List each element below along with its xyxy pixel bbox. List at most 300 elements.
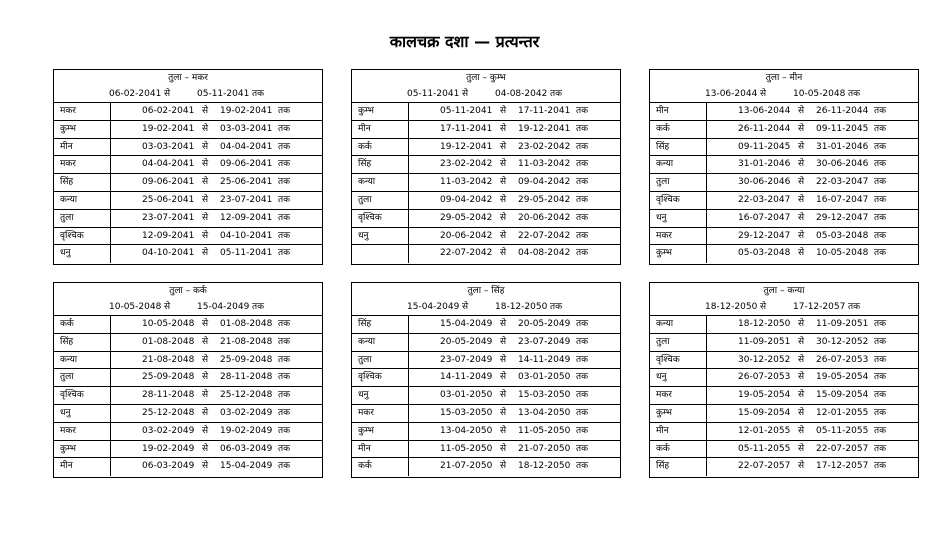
table-row <box>54 458 322 476</box>
from-date-cell: 11-03-2042 <box>440 177 493 188</box>
sign-cell: कन्या <box>656 159 674 170</box>
table-row <box>54 441 322 459</box>
sign-cell: वृश्चिक <box>656 194 680 205</box>
from-date-cell: 16-07-2047 <box>738 212 791 223</box>
dasha-table <box>53 69 323 265</box>
table-title: तुला – कुम्भ <box>466 73 506 83</box>
table-row <box>54 369 322 387</box>
sign-cell: मकर <box>656 390 672 401</box>
table-row <box>352 245 620 263</box>
se-label: से <box>500 141 507 152</box>
sign-cell: मकर <box>60 106 76 116</box>
from-date-cell: 18-12-2050 <box>738 319 791 329</box>
from-date-cell: 23-02-2042 <box>440 159 493 170</box>
table-row <box>54 228 322 246</box>
tak-label: तक <box>576 336 589 347</box>
se-label: से <box>798 319 805 329</box>
table-row <box>352 334 620 352</box>
sign-cell: धनु <box>358 390 369 401</box>
from-date-cell: 20-06-2042 <box>440 230 493 241</box>
sign-cell: कुम्भ <box>60 123 76 134</box>
from-date-cell: 30-12-2052 <box>738 354 791 365</box>
se-label: से <box>500 390 507 401</box>
table-title: तुला – कन्या <box>763 286 805 296</box>
tak-label: तक <box>278 336 291 347</box>
tak-label: तक <box>278 390 291 401</box>
table-row <box>54 156 322 174</box>
se-label: से <box>202 390 209 401</box>
sign-cell: सिंह <box>60 177 74 188</box>
se-label: से <box>798 212 805 223</box>
to-date-cell: 17-12-2057 <box>816 461 869 472</box>
from-date-cell: 04-04-2041 <box>142 159 195 170</box>
tak-label: तक <box>278 194 291 205</box>
tak-label: तक <box>576 461 589 472</box>
sign-cell: मकर <box>656 230 672 241</box>
from-date-cell: 23-07-2049 <box>440 354 493 365</box>
tak-label: तक <box>576 123 589 134</box>
table-date-range <box>650 86 918 102</box>
table-row <box>650 103 918 121</box>
tak-label: तक <box>278 159 291 170</box>
se-label: से <box>202 141 209 152</box>
table-row <box>352 192 620 210</box>
table-date-range <box>650 299 918 315</box>
range-tak: तक <box>550 89 563 99</box>
to-date-cell: 23-02-2042 <box>518 141 571 152</box>
from-date-cell: 09-06-2041 <box>142 177 195 188</box>
to-date-cell: 22-07-2057 <box>816 443 869 454</box>
tak-label: तक <box>576 425 589 436</box>
to-date-cell: 04-10-2041 <box>220 230 273 241</box>
dasha-table <box>649 69 919 265</box>
to-date-cell: 15-03-2050 <box>518 390 571 401</box>
from-date-cell: 05-11-2055 <box>738 443 791 454</box>
table-row <box>650 458 918 476</box>
from-date-cell: 15-04-2049 <box>440 319 493 329</box>
tak-label: तक <box>874 354 887 365</box>
to-date-cell: 12-09-2041 <box>220 212 273 223</box>
tak-label: तक <box>874 177 887 188</box>
range-tak: तक <box>848 89 861 99</box>
table-row <box>54 245 322 263</box>
sign-cell: वृश्चिक <box>60 230 84 241</box>
from-date-cell: 19-02-2049 <box>142 443 195 454</box>
tak-label: तक <box>278 248 291 259</box>
sign-cell: तुला <box>60 212 74 223</box>
tak-label: तक <box>874 194 887 205</box>
se-label: से <box>500 106 507 116</box>
to-date-cell: 30-12-2052 <box>816 336 869 347</box>
se-label: से <box>798 248 805 259</box>
table-row <box>650 245 918 263</box>
table-row <box>54 103 322 121</box>
table-body <box>352 103 620 263</box>
range-tak: तक <box>252 302 265 312</box>
sign-cell: सिंह <box>656 461 670 472</box>
range-se: से <box>462 302 469 312</box>
sign-cell: कन्या <box>60 354 78 365</box>
se-label: से <box>798 390 805 401</box>
table-row <box>54 192 322 210</box>
from-date-cell: 26-07-2053 <box>738 372 791 383</box>
se-label: से <box>798 372 805 383</box>
to-date-cell: 25-09-2048 <box>220 354 273 365</box>
table-row <box>650 121 918 139</box>
from-date-cell: 05-03-2048 <box>738 248 791 259</box>
tak-label: तक <box>576 248 589 259</box>
se-label: से <box>500 443 507 454</box>
table-row <box>352 103 620 121</box>
se-label: से <box>798 354 805 365</box>
from-date-cell: 09-04-2042 <box>440 194 493 205</box>
to-date-cell: 15-04-2049 <box>220 461 273 472</box>
to-date-cell: 25-06-2041 <box>220 177 273 188</box>
tak-label: तक <box>278 372 291 383</box>
tak-label: तक <box>576 194 589 205</box>
sign-cell: कन्या <box>656 319 674 329</box>
from-date-cell: 11-09-2051 <box>738 336 791 347</box>
to-date-cell: 29-05-2042 <box>518 194 571 205</box>
tak-label: तक <box>874 106 887 116</box>
se-label: से <box>500 319 507 329</box>
dasha-table <box>351 282 621 478</box>
to-date-cell: 30-06-2046 <box>816 159 869 170</box>
to-date-cell: 09-11-2045 <box>816 123 869 134</box>
from-date-cell: 12-09-2041 <box>142 230 195 241</box>
table-date-range <box>54 299 322 315</box>
tak-label: तक <box>874 212 887 223</box>
range-tak: तक <box>252 89 265 99</box>
tak-label: तक <box>278 425 291 436</box>
to-date-cell: 20-05-2049 <box>518 319 571 329</box>
sign-cell: तुला <box>358 354 372 365</box>
table-row <box>650 192 918 210</box>
sign-cell: मकर <box>60 425 76 436</box>
to-date-cell: 23-07-2041 <box>220 194 273 205</box>
to-date-cell: 01-08-2048 <box>220 319 273 329</box>
range-from: 18-12-2050 <box>705 302 758 312</box>
to-date-cell: 22-03-2047 <box>816 177 869 188</box>
from-date-cell: 29-12-2047 <box>738 230 791 241</box>
table-row <box>650 387 918 405</box>
tak-label: तक <box>576 443 589 454</box>
tak-label: तक <box>576 141 589 152</box>
se-label: से <box>202 106 209 116</box>
se-label: से <box>500 372 507 383</box>
tak-label: तक <box>874 336 887 347</box>
tak-label: तक <box>278 461 291 472</box>
from-date-cell: 25-06-2041 <box>142 194 195 205</box>
from-date-cell: 25-09-2048 <box>142 372 195 383</box>
se-label: से <box>798 123 805 134</box>
to-date-cell: 11-09-2051 <box>816 319 869 329</box>
to-date-cell: 20-06-2042 <box>518 212 571 223</box>
table-row <box>54 334 322 352</box>
table-row <box>650 156 918 174</box>
tak-label: तक <box>576 354 589 365</box>
to-date-cell: 11-03-2042 <box>518 159 571 170</box>
table-row <box>352 316 620 334</box>
from-date-cell: 05-11-2041 <box>440 106 493 116</box>
table-row <box>650 352 918 370</box>
se-label: से <box>798 407 805 418</box>
from-date-cell: 22-03-2047 <box>738 194 791 205</box>
from-date-cell: 29-05-2042 <box>440 212 493 223</box>
table-body <box>54 103 322 263</box>
se-label: से <box>500 177 507 188</box>
sign-cell: धनु <box>60 407 71 418</box>
se-label: से <box>500 194 507 205</box>
sign-cell: कुम्भ <box>656 248 672 259</box>
table-header <box>54 70 322 103</box>
sign-cell: कन्या <box>60 194 78 205</box>
from-date-cell: 25-12-2048 <box>142 407 195 418</box>
tak-label: तक <box>576 159 589 170</box>
to-date-cell: 21-07-2050 <box>518 443 571 454</box>
from-date-cell: 10-05-2048 <box>142 319 195 329</box>
se-label: से <box>798 230 805 241</box>
to-date-cell: 17-11-2041 <box>518 106 571 116</box>
table-row <box>54 210 322 228</box>
sign-cell: मीन <box>358 443 371 454</box>
to-date-cell: 12-01-2055 <box>816 407 869 418</box>
table-row <box>54 174 322 192</box>
tak-label: तक <box>278 230 291 241</box>
range-to: 05-11-2041 <box>197 89 250 99</box>
from-date-cell: 13-04-2050 <box>440 425 493 436</box>
table-row <box>54 352 322 370</box>
table-row <box>352 458 620 476</box>
se-label: से <box>202 319 209 329</box>
table-row <box>352 441 620 459</box>
to-date-cell: 05-11-2041 <box>220 248 273 259</box>
table-row <box>352 387 620 405</box>
se-label: से <box>202 461 209 472</box>
to-date-cell: 26-11-2044 <box>816 106 869 116</box>
tak-label: तक <box>278 177 291 188</box>
range-to: 10-05-2048 <box>793 89 846 99</box>
se-label: से <box>500 461 507 472</box>
sign-cell: सिंह <box>358 319 372 329</box>
se-label: से <box>202 212 209 223</box>
sign-cell: धनु <box>60 248 71 259</box>
se-label: से <box>202 425 209 436</box>
to-date-cell: 15-09-2054 <box>816 390 869 401</box>
table-row <box>54 423 322 441</box>
se-label: से <box>798 177 805 188</box>
tak-label: तक <box>278 354 291 365</box>
from-date-cell: 06-02-2041 <box>142 106 195 116</box>
dasha-table <box>649 282 919 478</box>
to-date-cell: 29-12-2047 <box>816 212 869 223</box>
se-label: से <box>202 443 209 454</box>
to-date-cell: 04-08-2042 <box>518 248 571 259</box>
se-label: से <box>798 159 805 170</box>
se-label: से <box>798 425 805 436</box>
sign-cell: कन्या <box>358 177 376 188</box>
sign-cell: वृश्चिक <box>656 354 680 365</box>
se-label: से <box>500 230 507 241</box>
table-row <box>352 156 620 174</box>
table-header <box>650 283 918 316</box>
table-row <box>650 369 918 387</box>
to-date-cell: 10-05-2048 <box>816 248 869 259</box>
range-to: 15-04-2049 <box>197 302 250 312</box>
sign-cell: तुला <box>358 194 372 205</box>
se-label: से <box>500 159 507 170</box>
sign-cell: मीन <box>358 123 371 134</box>
se-label: से <box>500 123 507 134</box>
range-se: से <box>164 302 171 312</box>
table-row <box>54 139 322 157</box>
se-label: से <box>798 443 805 454</box>
to-date-cell: 14-11-2049 <box>518 354 571 365</box>
range-from: 06-02-2041 <box>109 89 162 99</box>
se-label: से <box>202 123 209 134</box>
table-title: तुला – मीन <box>765 73 803 83</box>
sign-cell: कन्या <box>358 336 376 347</box>
to-date-cell: 31-01-2046 <box>816 141 869 152</box>
range-from: 13-06-2044 <box>705 89 758 99</box>
range-se: से <box>462 89 469 99</box>
se-label: से <box>500 336 507 347</box>
sign-cell: तुला <box>656 336 670 347</box>
range-from: 05-11-2041 <box>407 89 460 99</box>
tak-label: तक <box>874 248 887 259</box>
sign-cell: कुम्भ <box>358 425 374 436</box>
table-body <box>352 316 620 476</box>
to-date-cell: 22-07-2042 <box>518 230 571 241</box>
table-title: तुला – मकर <box>168 73 208 83</box>
sign-cell: तुला <box>656 177 670 188</box>
from-date-cell: 31-01-2046 <box>738 159 791 170</box>
sign-cell: सिंह <box>358 159 372 170</box>
from-date-cell: 15-09-2054 <box>738 407 791 418</box>
range-se: से <box>760 89 767 99</box>
tak-label: तक <box>874 390 887 401</box>
table-row <box>352 121 620 139</box>
table-row <box>352 405 620 423</box>
from-date-cell: 03-03-2041 <box>142 141 195 152</box>
table-row <box>650 228 918 246</box>
page-title: कालचक्र दशा — प्रत्यन्तर <box>389 32 540 51</box>
to-date-cell: 05-11-2055 <box>816 425 869 436</box>
sign-cell: वृश्चिक <box>60 390 84 401</box>
sign-cell: वृश्चिक <box>358 212 382 223</box>
range-tak: तक <box>550 302 563 312</box>
se-label: से <box>202 177 209 188</box>
table-body <box>650 316 918 476</box>
se-label: से <box>202 372 209 383</box>
from-date-cell: 04-10-2041 <box>142 248 195 259</box>
from-date-cell: 06-03-2049 <box>142 461 195 472</box>
tak-label: तक <box>874 461 887 472</box>
table-header <box>650 70 918 103</box>
range-se: से <box>760 302 767 312</box>
from-date-cell: 14-11-2049 <box>440 372 493 383</box>
table-row <box>54 121 322 139</box>
se-label: से <box>798 336 805 347</box>
to-date-cell: 18-12-2050 <box>518 461 571 472</box>
sign-cell: कर्क <box>60 319 74 329</box>
from-date-cell: 22-07-2042 <box>440 248 493 259</box>
table-row <box>352 174 620 192</box>
tak-label: तक <box>278 319 291 329</box>
tak-label: तक <box>278 212 291 223</box>
table-date-range <box>54 86 322 102</box>
sign-cell: मीन <box>60 461 73 472</box>
tak-label: तक <box>278 443 291 454</box>
range-from: 15-04-2049 <box>407 302 460 312</box>
to-date-cell: 03-01-2050 <box>518 372 571 383</box>
to-date-cell: 19-05-2054 <box>816 372 869 383</box>
to-date-cell: 19-02-2041 <box>220 106 273 116</box>
tak-label: तक <box>576 319 589 329</box>
from-date-cell: 17-11-2041 <box>440 123 493 134</box>
sign-cell: कुम्भ <box>60 443 76 454</box>
se-label: से <box>798 194 805 205</box>
from-date-cell: 19-02-2041 <box>142 123 195 134</box>
table-row <box>650 423 918 441</box>
sign-cell: धनु <box>656 372 667 383</box>
from-date-cell: 15-03-2050 <box>440 407 493 418</box>
table-body <box>54 316 322 476</box>
from-date-cell: 23-07-2041 <box>142 212 195 223</box>
from-date-cell: 12-01-2055 <box>738 425 791 436</box>
table-row <box>650 316 918 334</box>
table-row <box>650 174 918 192</box>
sign-cell: कर्क <box>358 141 372 152</box>
table-row <box>54 387 322 405</box>
table-row <box>352 139 620 157</box>
sign-cell: धनु <box>358 230 369 241</box>
table-title: तुला – सिंह <box>467 286 505 296</box>
se-label: से <box>798 461 805 472</box>
table-header <box>54 283 322 316</box>
tak-label: तक <box>874 407 887 418</box>
tak-label: तक <box>874 425 887 436</box>
tak-label: तक <box>874 141 887 152</box>
table-header <box>352 70 620 103</box>
to-date-cell: 25-12-2048 <box>220 390 273 401</box>
from-date-cell: 13-06-2044 <box>738 106 791 116</box>
range-to: 17-12-2057 <box>793 302 846 312</box>
from-date-cell: 03-02-2049 <box>142 425 195 436</box>
to-date-cell: 03-02-2049 <box>220 407 273 418</box>
range-to: 18-12-2050 <box>495 302 548 312</box>
to-date-cell: 19-12-2041 <box>518 123 571 134</box>
to-date-cell: 26-07-2053 <box>816 354 869 365</box>
from-date-cell: 19-05-2054 <box>738 390 791 401</box>
sign-cell: कर्क <box>656 443 670 454</box>
to-date-cell: 19-02-2049 <box>220 425 273 436</box>
tak-label: तक <box>278 141 291 152</box>
from-date-cell: 28-11-2048 <box>142 390 195 401</box>
se-label: से <box>500 425 507 436</box>
se-label: से <box>500 248 507 259</box>
to-date-cell: 03-03-2041 <box>220 123 273 134</box>
from-date-cell: 21-08-2048 <box>142 354 195 365</box>
range-to: 04-08-2042 <box>495 89 548 99</box>
tak-label: तक <box>576 372 589 383</box>
sign-cell: मीन <box>60 141 73 152</box>
tak-label: तक <box>278 123 291 134</box>
tak-label: तक <box>874 123 887 134</box>
to-date-cell: 09-06-2041 <box>220 159 273 170</box>
to-date-cell: 21-08-2048 <box>220 336 273 347</box>
tak-label: तक <box>278 106 291 116</box>
